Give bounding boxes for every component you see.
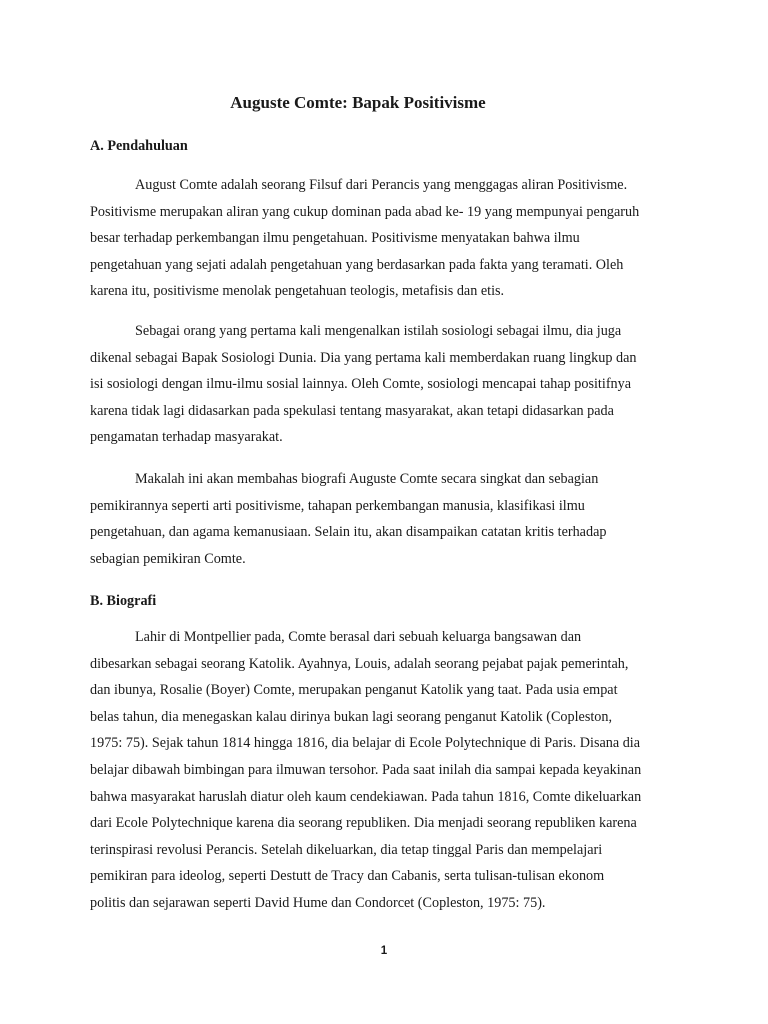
paragraph-line: pengetahuan, dan agama kemanusiaan. Selain itu, akan disampaikan catatan kritis terhadap [90,524,607,541]
paragraph-line: karena itu, positivisme menolak pengetahuan teologis, metafisis dan etis. [90,283,505,300]
paragraph-line: besar terhadap perkembangan ilmu pengetahuan. Positivisme menyatakan bahwa ilmu [90,230,580,247]
paragraph-biografi-1 [90,624,690,917]
section-heading-biografi: B. Biografi [90,593,157,609]
paragraph-line: sebagian pemikiran Comte. [90,550,246,567]
paragraph-pendahuluan-2 [90,318,690,451]
paragraph-line: Lahir di Montpellier pada, Comte berasal dari sebuah keluarga bangsawan dan [135,629,582,645]
paragraph-line: belas tahun, dia menegaskan kalau dirinya bukan lagi seorang penganut Katolik (Copleston, [90,708,613,725]
paragraph-line: dibesarkan sebagai seorang Katolik. Ayahnya, Louis, adalah seorang pejabat pajak pemerintah, [90,655,629,672]
paragraph-line: pemikiran para ideolog, seperti Destutt de Tracy dan Cabanis, serta tulisan-tulisan ekonom [90,868,605,885]
paragraph-line: Sebagai orang yang pertama kali mengenalkan istilah sosiologi sebagai ilmu, dia juga [135,323,622,339]
paragraph-line: karena tidak lagi didasarkan pada spekulasi tentang masyarakat, akan tetapi didasarkan pada [90,402,614,419]
page-title: Auguste Comte: Bapak Positivisme [230,93,486,112]
paragraph-line: belajar dibawah bimbingan para ilmuwan tersohor. Pada saat inilah dia sampai kepada keyakinan [90,761,642,778]
paragraph-pendahuluan-3 [90,466,690,572]
paragraph-line: 1975: 75). Sejak tahun 1814 hingga 1816, dia belajar di Ecole Polytechnique di Paris. Disana dia [90,735,641,752]
paragraph-line: terinspirasi revolusi Perancis. Setelah dikeluarkan, dia tetap tinggal Paris dan mempelajari [90,841,603,858]
paragraph-line: pengamatan terhadap masyarakat. [90,429,283,446]
paragraph-line: August Comte adalah seorang Filsuf dari Perancis yang menggagas aliran Positivisme. [135,177,628,193]
paragraph-line: Makalah ini akan membahas biografi Auguste Comte secara singkat dan sebagian [135,471,599,487]
section-heading-pendahuluan: A. Pendahuluan [90,138,188,154]
paragraph-line: pengetahuan yang sejati adalah pengetahuan yang berdasarkan pada fakta yang teramati. Oleh [90,256,624,273]
page-number: 1 [380,945,388,957]
paragraph-line: politis dan sejarawan seperti David Hume dan Condorcet (Copleston, 1975: 75). [90,894,546,911]
paragraph-line: Positivisme merupakan aliran yang cukup dominan pada abad ke- 19 yang mempunyai pengaruh [90,203,640,220]
paragraph-line: pemikirannya seperti arti positivisme, tahapan perkembangan manusia, klasifikasi ilmu [90,497,585,514]
paragraph-pendahuluan-1 [90,172,690,305]
paragraph-line: isi sosiologi dengan ilmu-ilmu sosial lainnya. Oleh Comte, sosiologi mencapai tahap positifnya [90,376,632,393]
paragraph-line: dan ibunya, Rosalie (Boyer) Comte, merupakan penganut Katolik yang taat. Pada usia empat [90,682,618,699]
paragraph-line: dikenal sebagai Bapak Sosiologi Dunia. Dia yang pertama kali memberdakan ruang lingkup dan [90,349,637,366]
paragraph-line: dari Ecole Polytechnique karena dia seorang republiken. Dia menjadi seorang republiken karena [90,815,637,832]
paragraph-line: bahwa masyarakat haruslah diatur oleh kaum cendekiawan. Pada tahun 1816, Comte dikeluarkan [90,788,642,805]
